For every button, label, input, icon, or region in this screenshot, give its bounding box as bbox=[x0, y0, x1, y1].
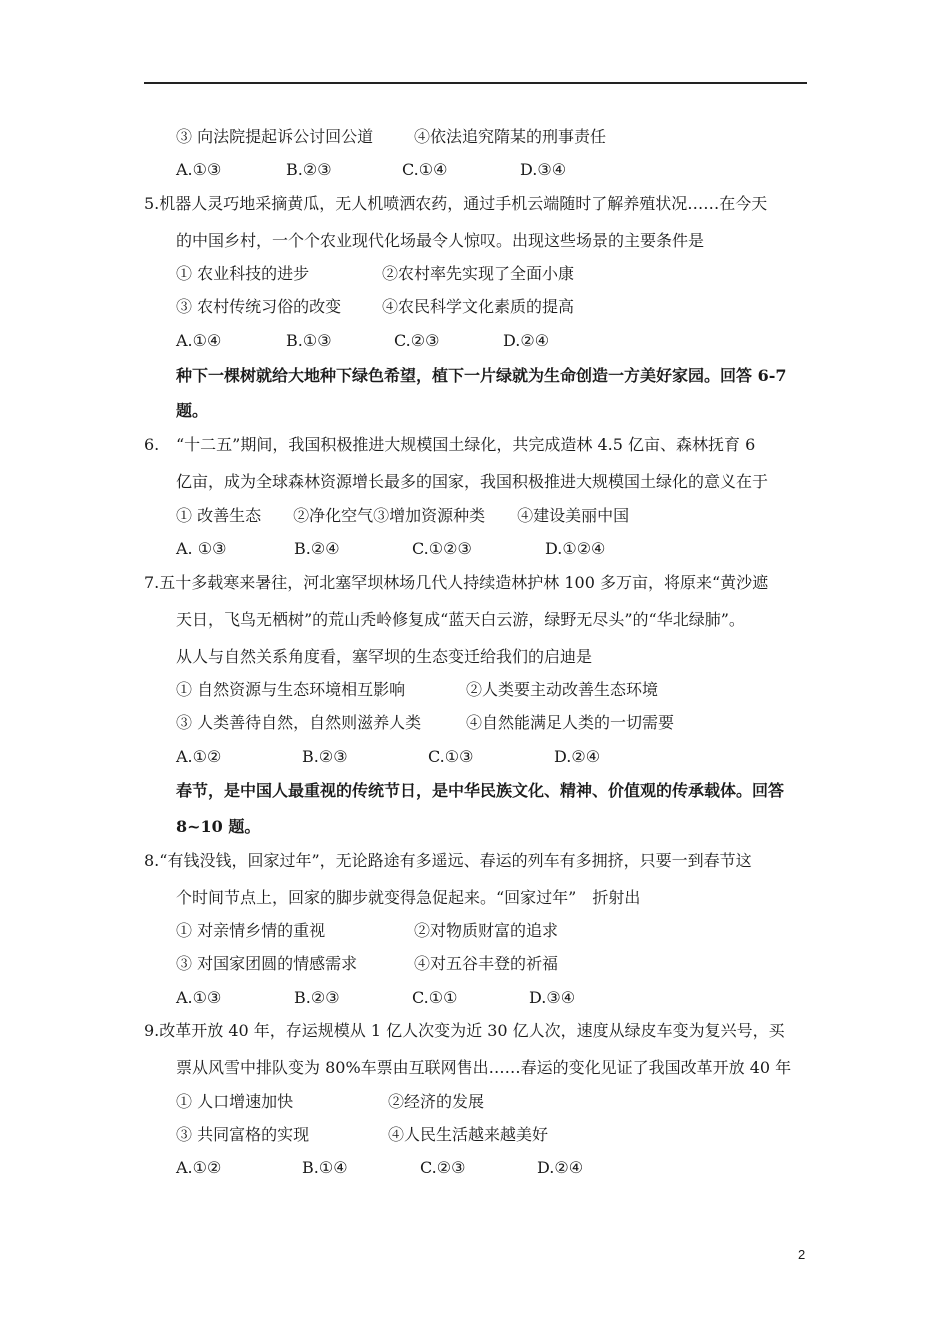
q8-stem-line1: 8.“有钱没钱，回家过年”，无论路途有多遥远、春运的列车有多拥挤，只要一到春节这 bbox=[144, 851, 752, 870]
q8-choice-c: C.①① bbox=[412, 988, 458, 1007]
q7-choice-a: A.①② bbox=[176, 747, 222, 766]
q4-option-3: ③ 向法院提起诉公讨回公道 bbox=[176, 127, 374, 146]
q6-number: 6. bbox=[144, 435, 160, 454]
q9-option-3: ③ 共同富格的实现 bbox=[176, 1125, 310, 1144]
header-rule bbox=[144, 82, 807, 84]
q6-choice-d: D.①②④ bbox=[545, 539, 606, 558]
q4-choice-b: B.②③ bbox=[286, 160, 332, 179]
q8-option-4: ④对五谷丰登的祈福 bbox=[414, 954, 559, 973]
q5-option-4: ④农民科学文化素质的提高 bbox=[382, 297, 575, 316]
q7-choice-b: B.②③ bbox=[302, 747, 348, 766]
q4-option-4: ④依法追究隋某的刑事责任 bbox=[414, 127, 607, 146]
q7-option-3: ③ 人类善待自然，自然则滋养人类 bbox=[176, 713, 422, 732]
q7-choice-c: C.①③ bbox=[428, 747, 474, 766]
q5-option-3: ③ 农村传统习俗的改变 bbox=[176, 297, 342, 316]
q6-choice-c: C.①②③ bbox=[412, 539, 472, 558]
q4-choice-c: C.①④ bbox=[402, 160, 448, 179]
intro-8-10-line1: 春节，是中国人最重视的传统节日，是中华民族文化、精神、价值观的传承载体。回答 bbox=[176, 781, 785, 800]
page-number: 2 bbox=[798, 1247, 806, 1262]
q9-stem-line1: 9.改革开放 40 年，存运规模从 1 亿人次变为近 30 亿人次，速度从绿皮车变为复兴号，买 bbox=[144, 1021, 785, 1040]
q7-option-1: ① 自然资源与生态环境相互影响 bbox=[176, 680, 406, 699]
q9-option-1: ① 人口增速加快 bbox=[176, 1092, 294, 1111]
intro-6-7-line2: 题。 bbox=[176, 401, 209, 420]
q9-choice-a: A.①② bbox=[176, 1158, 222, 1177]
q4-choice-d: D.③④ bbox=[520, 160, 567, 179]
q5-option-2: ②农村率先实现了全面小康 bbox=[382, 264, 575, 283]
q7-choice-d: D.②④ bbox=[554, 747, 601, 766]
q8-stem-line2: 个时间节点上，回家的脚步就变得急促起来。“回家过年” 折射出 bbox=[176, 888, 641, 907]
intro-6-7-line1: 种下一棵树就给大地种下绿色希望，植下一片绿就为生命创造一方美好家园。回答 6-7 bbox=[176, 366, 787, 385]
q9-choice-b: B.①④ bbox=[302, 1158, 348, 1177]
q8-choice-a: A.①③ bbox=[176, 988, 222, 1007]
q5-option-1: ① 农业科技的进步 bbox=[176, 264, 310, 283]
q8-option-2: ②对物质财富的追求 bbox=[414, 921, 559, 940]
q5-choice-b: B.①③ bbox=[286, 331, 332, 350]
q7-option-4: ④自然能满足人类的一切需要 bbox=[466, 713, 675, 732]
q6-options: ① 改善生态 ②净化空气③增加资源种类 ④建设美丽中国 bbox=[176, 506, 630, 525]
q7-stem-line3: 从人与自然关系角度看，塞罕坝的生态变迁给我们的启迪是 bbox=[176, 647, 593, 666]
q9-option-2: ②经济的发展 bbox=[388, 1092, 485, 1111]
q5-stem-line1: 5.机器人灵巧地采摘黄瓜，无人机喷洒农药，通过手机云端随时了解养殖状况……在今天 bbox=[144, 194, 768, 213]
q9-stem-line2: 票从风雪中排队变为 80%车票由互联网售出……春运的变化见证了我国改革开放 40 年 bbox=[176, 1058, 792, 1077]
q8-choice-b: B.②③ bbox=[294, 988, 340, 1007]
q5-choice-a: A.①④ bbox=[176, 331, 222, 350]
q8-option-1: ① 对亲情乡情的重视 bbox=[176, 921, 326, 940]
q7-stem-line1: 7.五十多载寒来暑往，河北塞罕坝林场几代人持续造林护林 100 多万亩，将原来“黄沙遮 bbox=[144, 573, 769, 592]
q5-stem-line2: 的中国乡村，一个个农业现代化场最令人惊叹。出现这些场景的主要条件是 bbox=[176, 231, 705, 250]
q5-choice-c: C.②③ bbox=[394, 331, 440, 350]
q6-choice-b: B.②④ bbox=[294, 539, 340, 558]
q6-stem-line1: “十二五”期间，我国积极推进大规模国土绿化，共完成造林 4.5 亿亩、森林抚育 6 bbox=[176, 435, 756, 454]
q4-choice-a: A.①③ bbox=[176, 160, 222, 179]
q6-stem-line2: 亿亩，成为全球森林资源增长最多的国家，我国积极推进大规模国土绿化的意义在于 bbox=[176, 472, 769, 491]
q9-choice-c: C.②③ bbox=[420, 1158, 466, 1177]
q7-option-2: ②人类要主动改善生态环境 bbox=[466, 680, 659, 699]
q9-choice-d: D.②④ bbox=[537, 1158, 584, 1177]
q5-choice-d: D.②④ bbox=[503, 331, 550, 350]
q7-stem-line2: 天日，飞鸟无栖树”的荒山秃岭修复成“蓝天白云游，绿野无尽头”的“华北绿肺”。 bbox=[176, 610, 745, 629]
q6-choice-a: A. ①③ bbox=[176, 539, 227, 558]
q9-option-4: ④人民生活越来越美好 bbox=[388, 1125, 549, 1144]
q8-option-3: ③ 对国家团圆的情感需求 bbox=[176, 954, 358, 973]
q8-choice-d: D.③④ bbox=[529, 988, 576, 1007]
intro-8-10-line2: 8~10 题。 bbox=[176, 817, 261, 836]
